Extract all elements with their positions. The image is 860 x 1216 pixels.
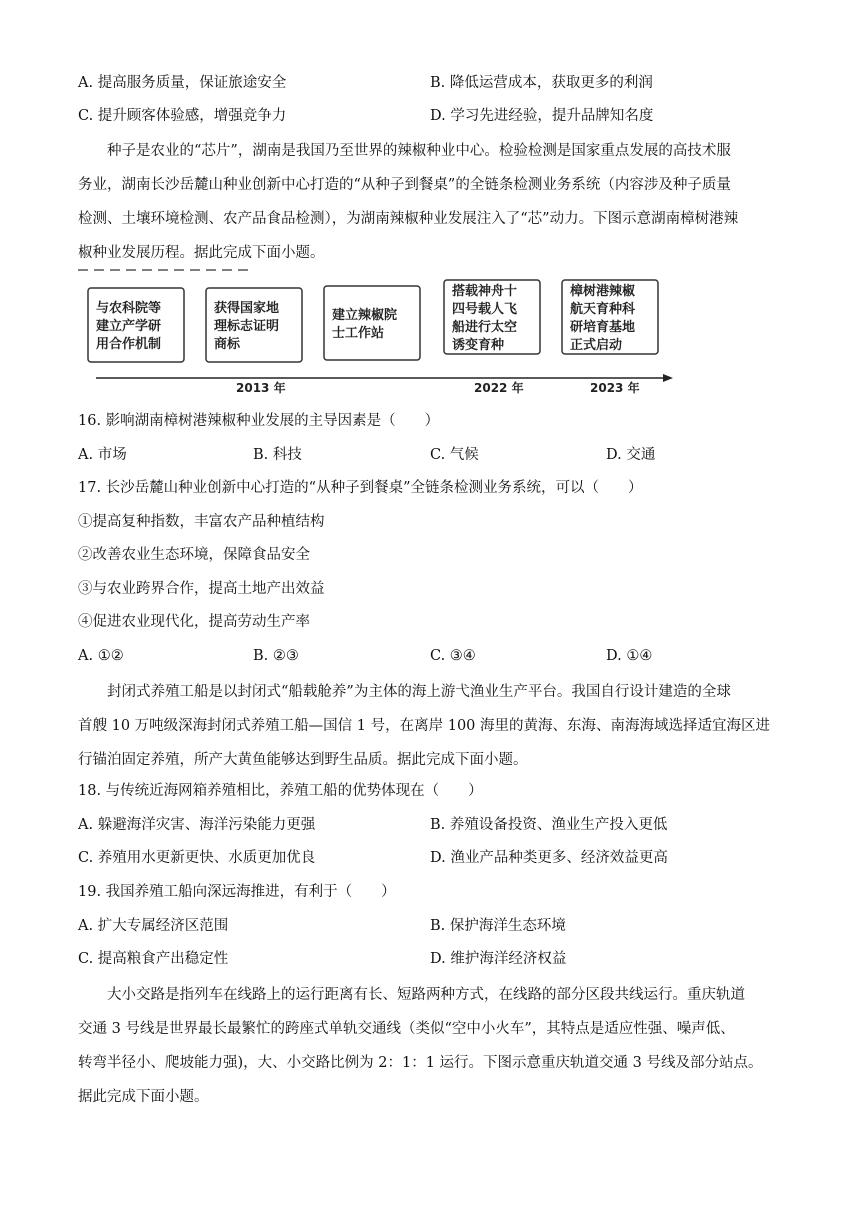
q17-item-4: ④促进农业现代化，提高劳动生产率 xyxy=(78,614,310,630)
timeline-event-box xyxy=(206,288,302,362)
timeline-event-text: 搭载神舟十 xyxy=(452,284,518,299)
timeline-event-text: 船进行太空 xyxy=(452,320,518,335)
q15-option-d: D. 学习先进经验，提升品牌知名度 xyxy=(430,108,654,124)
para-line: 据此完成下面小题。 xyxy=(78,1089,209,1105)
timeline-event-text: 正式启动 xyxy=(570,338,623,353)
timeline-arrow-icon xyxy=(663,374,673,382)
q19-option-a: A. 扩大专属经济区范围 xyxy=(78,918,229,934)
para-line: 交通 3 号线是世界最长最繁忙的跨座式单轨交通线（类似“空中小火车”，其特点是适应性强、噪声低、 xyxy=(78,1021,735,1037)
intro-paragraph-fish-farm-ship xyxy=(78,675,786,777)
q16-option-b: B. 科技 xyxy=(253,447,302,463)
q17-option-c: C. ③④ xyxy=(430,648,476,664)
intro-paragraph-seed xyxy=(78,134,786,270)
q18-option-b: B. 养殖设备投资、渔业生产投入更低 xyxy=(430,817,668,833)
timeline-year-label: 2023 年 xyxy=(590,381,640,395)
para-line: 检测、土壤环境检测、农产品食品检测），为湖南辣椒种业发展注入了“芯”动力。下图示意湖南樟树港辣 xyxy=(78,211,739,227)
q17-item-1: ①提高复种指数，丰富农产品种植结构 xyxy=(78,514,325,530)
intro-paragraph-chongqing-rail xyxy=(78,978,786,1114)
para-line: 封闭式养殖工船是以封闭式“船载舱养”为主体的海上游弋渔业生产平台。我国自行设计建造的全球 xyxy=(107,684,731,700)
q18-option-d: D. 渔业产品种类更多、经济效益更高 xyxy=(430,850,668,866)
para-line: 椒种业发展历程。据此完成下面小题。 xyxy=(78,245,325,261)
timeline-event-text: 理标志证明 xyxy=(214,319,280,334)
para-line: 种子是农业的“芯片”，湖南是我国乃至世界的辣椒种业中心。检验检测是国家重点发展的高技术服 xyxy=(107,143,731,159)
q19-option-d: D. 维护海洋经济权益 xyxy=(430,951,567,967)
q17-item-3: ③与农业跨界合作，提高土地产出效益 xyxy=(78,581,325,597)
timeline-event-box xyxy=(88,288,184,362)
timeline-year-label: 2013 年 xyxy=(236,381,286,395)
q17-option-d: D. ①④ xyxy=(606,648,653,664)
q18-option-c: C. 养殖用水更新更快、水质更加优良 xyxy=(78,850,316,866)
timeline-event-text: 四号载人飞 xyxy=(452,302,518,317)
q19-option-c: C. 提高粮食产出稳定性 xyxy=(78,951,229,967)
timeline-event-text: 与农科院等 xyxy=(96,301,162,316)
q19-option-b: B. 保护海洋生态环境 xyxy=(430,918,566,934)
timeline-event-box xyxy=(562,280,658,354)
para-line: 转弯半径小、爬坡能力强)，大、小交路比例为 2：1：1 运行。下图示意重庆轨道交通 3 号线及部分站点。 xyxy=(78,1055,763,1071)
q17-option-a: A. ①② xyxy=(78,648,124,664)
timeline-event-text: 航天育种科 xyxy=(570,302,636,317)
q17-option-b: B. ②③ xyxy=(253,648,299,664)
q15-option-c: C. 提升顾客体验感，增强竞争力 xyxy=(78,108,287,124)
q19-stem: 19. 我国养殖工船向深远海推进，有利于（ ） xyxy=(78,884,396,900)
timeline-event-text: 建立产学研 xyxy=(96,319,162,334)
timeline-event-text: 诱变育种 xyxy=(452,338,505,353)
para-line: 首艘 10 万吨级深海封闭式养殖工船—国信 1 号，在离岸 100 海里的黄海、东海、南海海域选择适宜海区进 xyxy=(78,718,771,734)
timeline-event-text: 樟树港辣椒 xyxy=(570,284,636,299)
timeline-event-text: 士工作站 xyxy=(332,326,385,341)
q17-item-2: ②改善农业生态环境，保障食品安全 xyxy=(78,547,310,563)
timeline-event-text: 获得国家地 xyxy=(214,301,280,316)
q18-stem: 18. 与传统近海网箱养殖相比，养殖工船的优势体现在（ ） xyxy=(78,783,483,799)
para-line: 行锚泊固定养殖，所产大黄鱼能够达到野生品质。据此完成下面小题。 xyxy=(78,752,528,768)
q15-option-a: A. 提高服务质量，保证旅途安全 xyxy=(78,75,287,91)
q16-option-a: A. 市场 xyxy=(78,447,127,463)
timeline-event-box xyxy=(444,280,540,354)
timeline-event-text: 用合作机制 xyxy=(96,337,162,352)
q16-stem: 16. 影响湖南樟树港辣椒种业发展的主导因素是（ ） xyxy=(78,413,440,429)
q17-stem: 17. 长沙岳麓山种业创新中心打造的“从种子到餐桌”全链条检测业务系统，可以（ ） xyxy=(78,480,643,496)
timeline-event-box xyxy=(324,286,420,360)
para-line: 大小交路是指列车在线路上的运行距离有长、短路两种方式，在线路的部分区段共线运行。重庆轨道 xyxy=(107,987,745,1003)
para-line: 务业，湖南长沙岳麓山种业创新中心打造的“从种子到餐桌”的全链条检测业务系统（内容涉及种子质量 xyxy=(78,177,731,193)
q16-option-d: D. 交通 xyxy=(606,447,656,463)
timeline-svg xyxy=(78,268,678,398)
q18-option-a: A. 躲避海洋灾害、海洋污染能力更强 xyxy=(78,817,316,833)
timeline-year-label: 2022 年 xyxy=(474,381,524,395)
q15-option-b: B. 降低运营成本，获取更多的利润 xyxy=(430,75,653,91)
timeline-event-text: 建立辣椒院 xyxy=(332,308,398,323)
q16-option-c: C. 气候 xyxy=(430,447,479,463)
pepper-seed-timeline-figure xyxy=(78,268,678,398)
timeline-event-text: 研培育基地 xyxy=(570,320,636,335)
timeline-event-text: 商标 xyxy=(214,337,241,352)
